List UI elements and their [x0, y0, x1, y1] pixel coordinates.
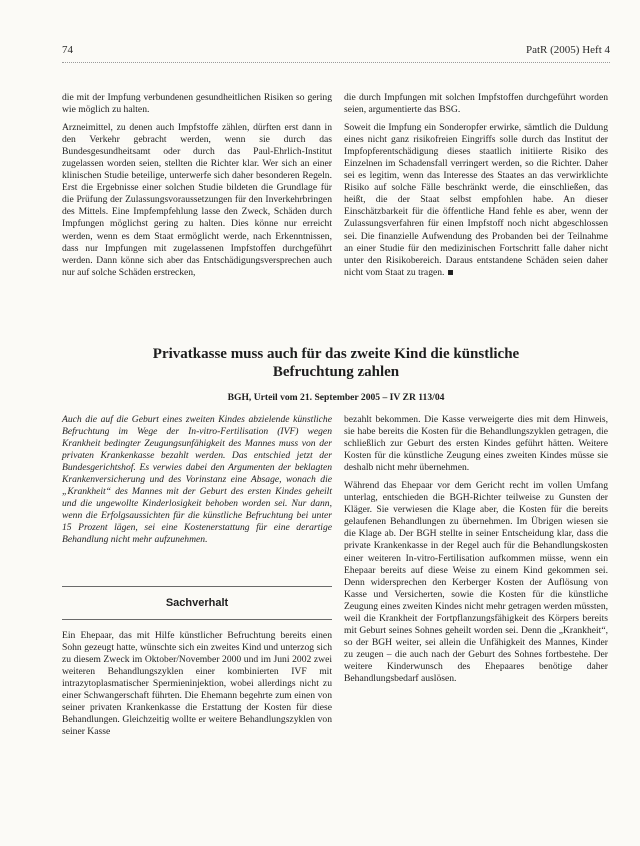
- end-of-article-mark: [448, 270, 453, 275]
- page-number: 74: [62, 44, 73, 56]
- bottom-left-column: [62, 630, 332, 738]
- paragraph: Arzneimittel, zu denen auch Impfstoffe zählen, dürften erst dann in den Verkehr gebracht werden, wenn sie durch das Bundesgesundheitsamt oder durch das Paul-Ehrlich-Institut zugelassen worden seien, stellten die Richter klar. Wer sich an einer klinischen Studie beteilige, unterwerfe sich daher besonderen Regeln. Erst die Ergebnisse einer solchen Studie bildeten die Grundlage für die Prüfung der Zulassungsvoraussetzungen für den Inverkehrbringen des Mittels. Eine Impfempfehlung lasse den Zweck, Schäden durch Impfungen möglichst gering zu halten. Dies könne nur erreicht werden, wenn es dem Staat ermöglicht werde, nach Erkenntnissen, dass nur Impfungen mit zugelassenen Impfstoffen durchgeführt werden. Dann könne sich aber das Entschädigungsversprechen auch nur auf solche Schäden erstrecken,: [62, 122, 332, 278]
- article-title-line: Privatkasse muss auch für das zweite Kind die künstliche: [152, 346, 520, 362]
- paragraph: die durch Impfungen mit solchen Impfstoffen durchgeführt worden seien, argumentierte das BSG.: [344, 92, 608, 116]
- article-title: [62, 345, 610, 381]
- paragraph: bezahlt bekommen. Die Kasse verweigerte dies mit dem Hinweis, sie habe bereits die Kosten für die Behandlungszyklen getragen, die schließlich zur Geburt des ersten Kindes geführt hätten. Weitere Kosten für die künstliche Zeugung eines zweiten Kindes müsse sie deshalb nicht mehr übernehmen.: [344, 414, 608, 474]
- section-rule-top: [62, 586, 332, 587]
- lead-paragraph: Auch die auf die Geburt eines zweiten Kindes abzielende künstliche Befruchtung im Wege der In-vitro-Fertilisation (IVF) wegen Krankheit bedingter Zeugungsunfähigkeit des Mannes muss von der privaten Krankenkasse bezahlt werden. Das entschied jetzt der Bundesgerichtshof. Es verwies dabei den Argumenten der beklagten Krankenversicherung und des Vorinstanz eine Absage, wonach die „Krankheit“ des Mannes mit der Geburt des ersten Kindes geheilt und die ungewollte Kinderlosigkeit behoben worden sei. Nur dann, wenn die Erfolgsaussichten für die künstliche Befruchtung bei unter 15 Prozent lägen, sei eine Kostenerstattung für eine derartige Behandlung nicht mehr aufzunehmen.: [62, 414, 332, 546]
- article-lead: [62, 414, 332, 547]
- page-header: [62, 44, 610, 60]
- journal-reference: PatR (2005) Heft 4: [525, 44, 610, 56]
- header-rule: [62, 62, 610, 63]
- bottom-right-column: [344, 414, 608, 685]
- paragraph: die mit der Impfung verbundenen gesundheitlichen Risiken so gering wie möglich zu halten.: [62, 92, 332, 116]
- top-left-column: [62, 92, 332, 279]
- article-citation: BGH, Urteil vom 21. September 2005 – IV ZR 113/04: [227, 392, 445, 403]
- section-heading: Sachverhalt: [165, 597, 229, 609]
- paragraph: Während das Ehepaar vor dem Gericht recht im vollen Umfang unterlag, entschieden die BGH-Richter teilweise zu Gunsten der Kläger. Sie verwiesen die Klage aber, die Kosten für die bereits gelaufenen Behandlungen zu übernehmen. Im Übrigen wiesen sie die Klage ab. Der BGH stellte in seiner Entscheidung klar, dass die private Krankenkasse in der Regel auch für die Behandlungskosten einer weiteren In-vitro-Fertilisation aufkommen müsse, wenn ein Ehepaar bereits auf diese Weise zu einem Kind gekommen sei. Denn widersprechen den Kerberger Kosten der Auflösung von Kasse und Versicherten, sowie die Kosten für die künstliche Zeugung eines zweiten Kindes nicht mehr getragen werden müssten, weil die Krankheit der Fortpflanzungsfähigkeit des Körpers bereits mit Geburt seines Sohnes geheilt worden sei. Denn die „Krankheit“, so der BGH weiter, sei allein die Unfähigkeit des Mannes, Kinder zu zeugen – die auch nach der Geburt des Sohnes fortbestehe. Der weitere Kinderwunsch des Ehepaares benötige daher Behandlungsbedarf auslösen.: [344, 480, 609, 684]
- paragraph-text: Soweit die Impfung ein Sonderopfer erwirke, sämtlich die Duldung eines nicht ganz risikofreien Eingriffs solle durch das Institut der Impfopferentschädigung dieses staatlich initiierte Risiko des Einzelnen im Schadensfall verringert werden, so die Richter. Daher sei es legitim, wenn das Interesse des Staates an das verwirklichte Risiko auf solche Fälle beschränkt werde, die einschließen, das heißt, die der Staat selbst empfohlen habe. An dieser Einschätzbarkeit für die öffentliche Hand fehle es aber, wenn der Zulassungsverfahren für einen Impfstoff noch nicht abgeschlossen sei. Die finanzielle Aufwendung des Probanden bei der Teilnahme an einer Studie für den medizinischen Fortschritt falle daher nicht unter den Risikobereich. Daraus entstandene Schäden seien daher nicht vom Staat zu tragen.: [344, 122, 608, 278]
- section-rule-bottom: [62, 619, 332, 620]
- paragraph: [344, 122, 608, 279]
- top-right-column: [344, 92, 608, 279]
- article-title-line: Befruchtung zahlen: [272, 364, 400, 380]
- paragraph: Ein Ehepaar, das mit Hilfe künstlicher Befruchtung bereits einen Sohn gezeugt hatte, wünschte sich ein zweites Kind und unterzog sich zu diesem Zweck im Oktober/November 2000 und im Juni 2002 zwei weiteren Behandlungszyklen einer kombinierten IVF mit intrazytoplasmatischer Spermieninjektion, wobei allerdings nicht zu einer Schwangerschaft führten. Die Ehemann begehrte zum einen von seiner privaten Krankenkasse die Erstattung der Kosten für diese Behandlungen. Gleichzeitig wollte er weitere Behandlungszyklen von seiner Kasse: [62, 630, 332, 738]
